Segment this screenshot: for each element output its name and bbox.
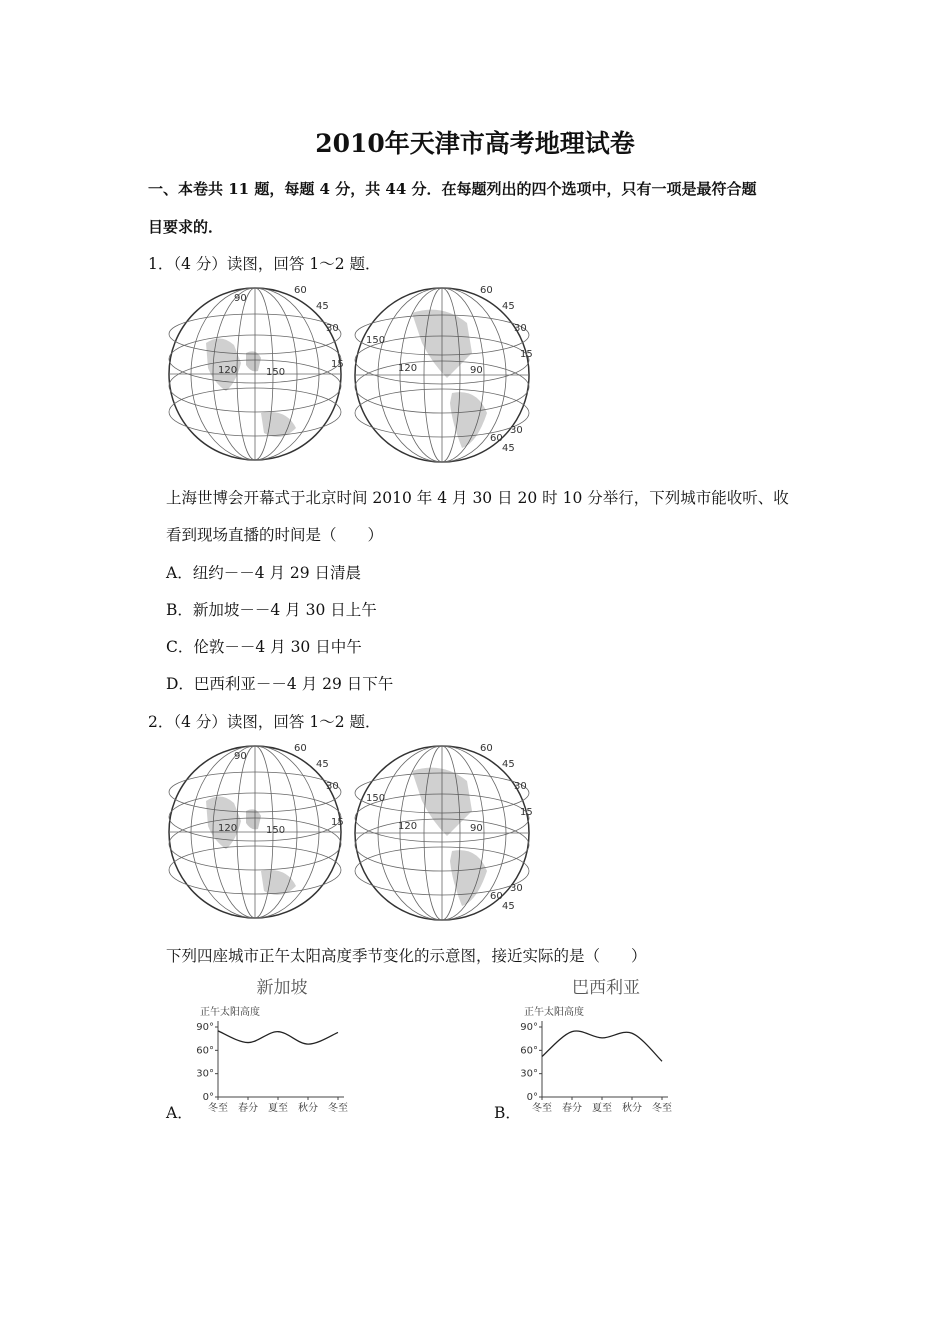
globe-eastern-hemisphere [166, 741, 344, 923]
globe-label: 90 [470, 365, 483, 376]
q1-stem: 1．（4 分）读图，回答 1～2 题． [148, 255, 381, 273]
chart-x-tick-label: 夏至 [268, 1103, 288, 1114]
chart-series-line [542, 1031, 662, 1061]
globe-label: 120 [398, 821, 418, 832]
q1-question-line1: 上海世博会开幕式于北京时间 2010 年 4 月 30 日 20 时 10 分举行，下列城市能收听、收 [166, 489, 789, 507]
globe-label: 90 [234, 751, 247, 762]
globe-label: 45 [316, 759, 329, 770]
q1-option-c[interactable]: C．伦敦－－4 月 30 日中午 [166, 638, 362, 656]
chart-x-tick-label: 春分 [238, 1103, 258, 1114]
chart-x-tick-label: 冬至 [328, 1103, 348, 1114]
chart-y-tick-label: 0° [202, 1092, 214, 1103]
globe-label: 15 [331, 359, 344, 370]
chart-ylabel: 正午太阳高度 [200, 1007, 260, 1018]
chart-brasilia [516, 975, 696, 1120]
globe-label: 30 [514, 781, 527, 792]
chart-y-tick-label: 60° [196, 1045, 214, 1057]
globe-label: 60 [480, 743, 493, 754]
chart-y-tick-label: 90° [520, 1022, 538, 1033]
chart-x-tick-label: 夏至 [592, 1103, 612, 1114]
q1-option-d[interactable]: D．巴西利亚－－4 月 29 日下午 [166, 675, 394, 693]
globe-western-hemisphere [352, 283, 532, 467]
globe-label: 30 [326, 323, 339, 334]
globe-label: 150 [366, 793, 386, 804]
globe-label: 30 [326, 781, 339, 792]
chart-title: 巴西利亚 [572, 978, 640, 998]
q2-stem: 2．（4 分）读图，回答 1～2 题． [148, 713, 381, 731]
chart-y-tick-label: 60° [520, 1045, 538, 1057]
chart-x-tick-label: 秋分 [622, 1103, 642, 1114]
globe-label: 15 [520, 349, 532, 360]
globe-label: 150 [266, 367, 286, 378]
chart-x-tick-label: 冬至 [532, 1103, 552, 1114]
globe-label: 15 [520, 807, 532, 818]
globe-label: 120 [218, 365, 238, 376]
q1-globe-left [166, 283, 344, 465]
globe-label: 60 [490, 891, 503, 902]
q2-option-b-label[interactable]: B． [494, 1104, 521, 1122]
globe-label: 60 [294, 285, 307, 296]
globe-label: 45 [502, 301, 515, 312]
globe-label: 30 [510, 425, 523, 436]
q1-question-line2: 看到现场直播的时间是（ ） [166, 526, 384, 544]
q2-globe-left [166, 741, 344, 923]
globe-label: 60 [480, 285, 493, 296]
chart-x-tick-label: 春分 [562, 1103, 582, 1114]
section-instructions-line2: 目要求的． [148, 218, 224, 236]
globe-label: 150 [266, 825, 286, 836]
globe-label: 30 [514, 323, 527, 334]
globe-label: 90 [234, 293, 247, 304]
globe-label: 45 [316, 301, 329, 312]
chart-y-tick-label: 90° [196, 1022, 214, 1033]
globe-label: 120 [398, 363, 418, 374]
chart-singapore [192, 975, 372, 1120]
section-instructions-line1: 一、本卷共 11 题，每题 4 分，共 44 分．在每题列出的四个选项中，只有一项是最符合题 [148, 180, 757, 198]
globe-label: 15 [331, 817, 344, 828]
globe-label: 120 [218, 823, 238, 834]
page-title: 2010年天津市高考地理试卷 [315, 129, 635, 158]
globe-label: 90 [470, 823, 483, 834]
chart-y-tick-label: 30° [520, 1068, 538, 1080]
chart-ylabel: 正午太阳高度 [524, 1007, 584, 1018]
globe-label: 45 [502, 443, 515, 454]
globe-label: 30 [510, 883, 523, 894]
q2-option-a-label[interactable]: A． [166, 1104, 193, 1122]
globe-label: 60 [294, 743, 307, 754]
globe-eastern-hemisphere [166, 283, 344, 465]
globe-label: 60 [490, 433, 503, 444]
chart-y-tick-label: 30° [196, 1068, 214, 1080]
chart-x-tick-label: 秋分 [298, 1103, 318, 1114]
globe-label: 45 [502, 759, 515, 770]
chart-series-line [218, 1031, 338, 1044]
globe-label: 150 [366, 335, 386, 346]
q1-globe-right [352, 283, 532, 467]
q2-question: 下列四座城市正午太阳高度季节变化的示意图，接近实际的是（ ） [166, 947, 647, 965]
globe-western-hemisphere [352, 741, 532, 925]
globe-label: 45 [502, 901, 515, 912]
chart-x-tick-label: 冬至 [208, 1103, 228, 1114]
chart-y-tick-label: 0° [526, 1092, 538, 1103]
q1-option-a[interactable]: A．纽约－－4 月 29 日清晨 [166, 564, 362, 582]
chart-title: 新加坡 [256, 978, 308, 998]
q1-option-b[interactable]: B．新加坡－－4 月 30 日上午 [166, 601, 377, 619]
q2-globe-right [352, 741, 532, 925]
chart-x-tick-label: 冬至 [652, 1103, 672, 1114]
